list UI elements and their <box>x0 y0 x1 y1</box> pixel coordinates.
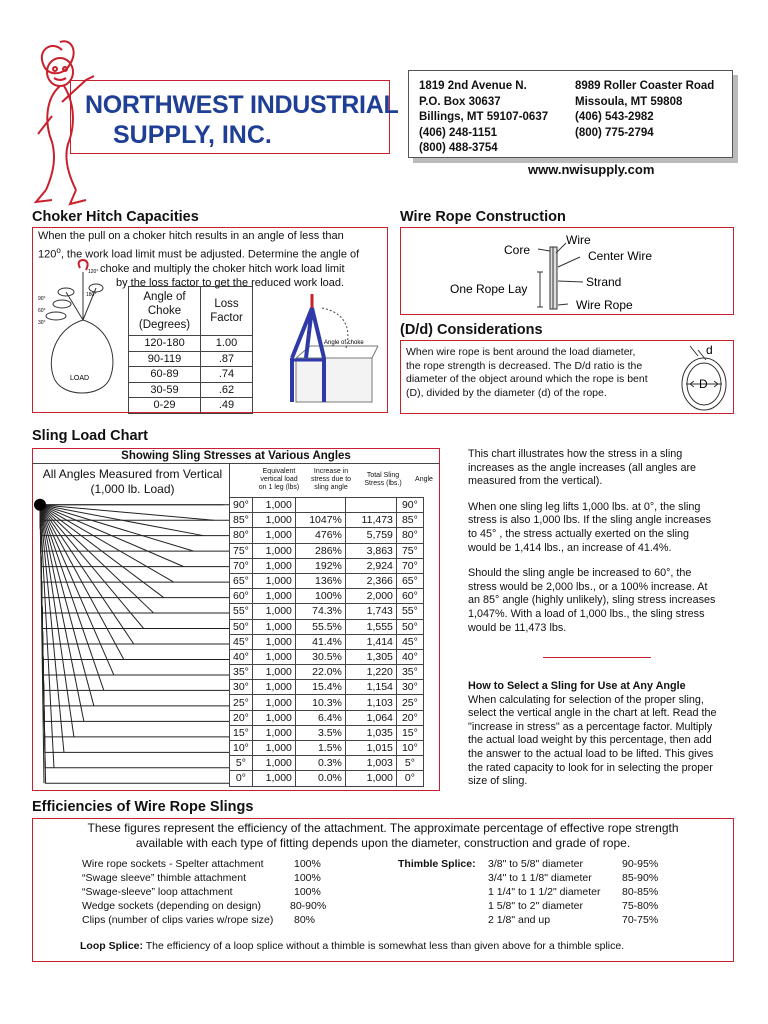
table-cell: 80° <box>230 528 253 543</box>
table-row <box>230 710 424 725</box>
sling-angle-fan <box>32 497 232 791</box>
wire-rope-label: Wire Rope <box>576 298 633 312</box>
table-cell: 15° <box>230 725 253 740</box>
table-cell: 20° <box>230 710 253 725</box>
thimble-item-value: 70-75% <box>622 914 659 926</box>
efficiency-item-label: Clips (number of clips varies w/rope size) <box>82 914 274 926</box>
divider <box>543 657 651 658</box>
table-cell: 85° <box>396 513 423 528</box>
svg-text:30°: 30° <box>38 320 46 326</box>
dd-text: When wire rope is bent around the load diameter, the rope strength is decreased. The D/d ratio is the diameter of the object around which the rope is bent (D), divided by the diameter (d) of the rope. <box>406 346 648 399</box>
table-cell: 2,000 <box>345 589 396 604</box>
fan-ray <box>40 505 154 613</box>
fan-line <box>40 505 229 675</box>
table-cell: 6.4% <box>295 710 345 725</box>
load-point <box>34 499 46 511</box>
efficiency-item-label: “Swage sleeve” thimble attachment <box>82 872 246 884</box>
efficiency-item-value: 100% <box>294 858 321 870</box>
website-link[interactable]: www.nwisupply.com <box>528 162 655 177</box>
svg-text:90°: 90° <box>38 296 46 302</box>
thimble-item-value: 80-85% <box>622 886 659 898</box>
table-row <box>230 619 424 634</box>
table-row <box>230 513 424 528</box>
table-cell: 25° <box>230 695 253 710</box>
table-cell: 10.3% <box>295 695 345 710</box>
table-cell: 5,759 <box>345 528 396 543</box>
table-cell: 1,000 <box>252 695 295 710</box>
choker-title: Choker Hitch Capacities <box>32 209 199 225</box>
dd-diagram <box>676 342 732 414</box>
table-cell: 15° <box>396 725 423 740</box>
table-cell: 1,000 <box>252 680 295 695</box>
center-wire-label: Center Wire <box>588 249 653 263</box>
table-cell: 1,555 <box>345 619 396 634</box>
table-cell <box>295 498 345 513</box>
table-row <box>230 771 424 786</box>
table-cell: 11,473 <box>345 513 396 528</box>
table-cell: 70° <box>230 558 253 573</box>
efficiency-item-value: 100% <box>294 872 321 884</box>
table-cell: 90° <box>396 498 423 513</box>
efficiency-item-value: 100% <box>294 886 321 898</box>
table-row <box>230 498 424 513</box>
table-cell: 20° <box>396 710 423 725</box>
table-cell: 1,000 <box>345 771 396 786</box>
table-row: 0-29 .49 <box>129 398 253 414</box>
choker-intro: When the pull on a choker hitch results in an angle of less than 120$^o$, the work load limit must be adjusted. Determine the angle of choke and multiply the choker hitch work load limit by the loss factor to get the reduced work load. <box>38 230 360 290</box>
table-cell: 1,743 <box>345 604 396 619</box>
sling-chart-title: Showing Sling Stresses at Various Angles <box>32 448 440 464</box>
table-cell: 30° <box>396 680 423 695</box>
table-row <box>230 756 424 771</box>
one-rope-lay-label: One Rope Lay <box>450 282 528 296</box>
table-cell: 70° <box>396 558 423 573</box>
table-cell: 1,000 <box>252 573 295 588</box>
table-cell: 1,000 <box>252 741 295 756</box>
table-cell: 1,000 <box>252 543 295 558</box>
table-cell: 75° <box>230 543 253 558</box>
table-cell: 60° <box>230 589 253 604</box>
table-cell: 45° <box>396 634 423 649</box>
sling-title: Sling Load Chart <box>32 428 148 444</box>
table-cell: 45° <box>230 634 253 649</box>
table-cell: 30° <box>230 680 253 695</box>
table-row <box>230 634 424 649</box>
table-cell: 1,064 <box>345 710 396 725</box>
table-row <box>230 589 424 604</box>
wire-rope-diagram <box>400 227 734 315</box>
thimble-item-label: 1 5/8" to 2" diameter <box>488 900 584 912</box>
table-cell: 1,000 <box>252 756 295 771</box>
table-cell: 0° <box>396 771 423 786</box>
fan-ray <box>40 505 114 675</box>
table-cell: 1,305 <box>345 649 396 664</box>
address-missoula: 8989 Roller Coaster Road Missoula, MT 59808 (406) 543-2982 (800) 775-2794 <box>575 80 715 139</box>
table-cell: 136% <box>295 573 345 588</box>
table-cell: 15.4% <box>295 680 345 695</box>
table-cell: 1,000 <box>252 771 295 786</box>
table-cell: 1.5% <box>295 741 345 756</box>
table-cell: 3,863 <box>345 543 396 558</box>
table-cell: 60° <box>396 589 423 604</box>
table-cell: 35° <box>396 665 423 680</box>
fan-line <box>40 505 229 551</box>
table-cell: 1,000 <box>252 649 295 664</box>
table-row <box>230 528 424 543</box>
table-header-row <box>129 287 253 336</box>
table-cell: 55° <box>396 604 423 619</box>
angle-of-choke-label: Angle of choke <box>324 340 364 346</box>
table-cell: 1,000 <box>252 528 295 543</box>
core-label: Core <box>504 243 531 257</box>
table-cell: 1,103 <box>345 695 396 710</box>
sling-stress-table <box>229 497 424 787</box>
svg-text:60°: 60° <box>38 308 46 314</box>
efficiency-item-label: “Swage-sleeve” loop attachment <box>82 886 233 898</box>
table-row: 60-89 .74 <box>129 367 253 383</box>
col-increase: Increase in stress due to sling angle <box>310 468 352 491</box>
table-cell: 55.5% <box>295 619 345 634</box>
table-cell: 1,000 <box>252 710 295 725</box>
table-cell: 1047% <box>295 513 345 528</box>
table-cell: 1,000 <box>252 589 295 604</box>
table-cell: 1,414 <box>345 634 396 649</box>
loop-splice-note: Loop Splice: The efficiency of a loop splice without a thimble is somewhat less than given above for a thimble splice. <box>80 940 625 952</box>
thimble-item-label: 3/4" to 1 1/8" diameter <box>488 872 592 884</box>
svg-text:120°: 120° <box>88 269 99 275</box>
thimble-item-label: 3/8" to 5/8" diameter <box>488 858 584 870</box>
table-cell: 1,015 <box>345 741 396 756</box>
table-cell: 74.3% <box>295 604 345 619</box>
thimble-splice-label: Thimble Splice: <box>398 858 476 870</box>
table-cell: 192% <box>295 558 345 573</box>
efficiency-title: Efficiencies of Wire Rope Slings <box>32 799 254 815</box>
sling-explanation: This chart illustrates how the stress in a sling increases as the angle increases (all angles are measured from the vertical). When one sling leg lifts 1,000 lbs. at 0°, the sling stress is also 1,000 lbs. If the sling angle increases to 45° , the stress actually exerted on the sling would be 1,414 lbs., an increase of 41.4%. Should the sling angle be increased to 60°, the stress would be 2,000 lbs., or a 100% increase. At an 85° angle (highly unlikely), sling stress increases 1,047%. With a load of 1,000 lbs., the sling stress would be 11,473 lbs. <box>468 448 716 634</box>
angle-header: Angle of Choke (Degrees) <box>129 287 201 336</box>
wire-rope-title: Wire Rope Construction <box>400 209 566 225</box>
table-cell: 10° <box>396 741 423 756</box>
fan-ray <box>40 505 174 582</box>
table-cell: 1,000 <box>252 558 295 573</box>
thimble-item-value: 90-95% <box>622 858 659 870</box>
table-row: 30-59 .62 <box>129 382 253 398</box>
table-cell: 1,000 <box>252 665 295 680</box>
table-row <box>230 725 424 740</box>
table-cell: 65° <box>230 573 253 588</box>
table-row <box>230 543 424 558</box>
table-cell: 3.5% <box>295 725 345 740</box>
loss-header: Loss Factor <box>201 287 253 336</box>
efficiency-item-value: 80% <box>294 914 316 926</box>
table-cell <box>345 498 396 513</box>
col-total: Total Sling Stress (lbs.) <box>364 472 402 487</box>
efficiency-intro: These figures represent the efficiency of the attachment. The approximate percentage of effective rope strength available with each type of fitting depends upon the diameter, construction and grade of rope. <box>87 821 679 850</box>
table-cell: 1,000 <box>252 498 295 513</box>
howto-section: How to Select a Sling for Use at Any Angle When calculating for selection of the proper sling, select the vertical angle in the chart at left. Read the "increase in stress" as a percentage factor. Multiply the actual load weight by this percentage, then add the answer to the actual load to be lifted. This gives the rated capacity to look for in selecting the proper size of sling. <box>468 680 738 789</box>
table-row <box>230 680 424 695</box>
table-cell: 2,924 <box>345 558 396 573</box>
table-row <box>230 665 424 680</box>
table-cell: 75° <box>396 543 423 558</box>
table-cell: 85° <box>230 513 253 528</box>
table-cell: 1,000 <box>252 634 295 649</box>
thimble-item-value: 85-90% <box>622 872 659 884</box>
table-row <box>230 695 424 710</box>
table-cell: 1,000 <box>252 725 295 740</box>
table-cell: 1,000 <box>252 604 295 619</box>
table-cell: 50° <box>396 619 423 634</box>
table-cell: 22.0% <box>295 665 345 680</box>
table-cell: 80° <box>396 528 423 543</box>
table-cell: 1,220 <box>345 665 396 680</box>
table-cell: 0.3% <box>295 756 345 771</box>
table-cell: 0° <box>230 771 253 786</box>
table-cell: 0.0% <box>295 771 345 786</box>
table-cell: 90° <box>230 498 253 513</box>
fan-line <box>40 505 229 768</box>
table-cell: 55° <box>230 604 253 619</box>
choker-loss-table <box>128 286 253 414</box>
table-cell: 30.5% <box>295 649 345 664</box>
col-equivalent: Equivalent vertical load on 1 leg (lbs) <box>258 468 300 491</box>
table-cell: 65° <box>396 573 423 588</box>
address-box <box>408 70 733 158</box>
company-logo-box <box>70 80 399 154</box>
table-cell: 476% <box>295 528 345 543</box>
table-cell: 1,035 <box>345 725 396 740</box>
table-row <box>230 649 424 664</box>
table-cell: 40° <box>396 649 423 664</box>
table-cell: 2,366 <box>345 573 396 588</box>
table-cell: 5° <box>396 756 423 771</box>
table-row <box>230 558 424 573</box>
table-cell: 1,003 <box>345 756 396 771</box>
howto-title: How to Select a Sling for Use at Any Angle <box>468 680 686 692</box>
wire-label: Wire <box>566 233 591 247</box>
table-row <box>230 604 424 619</box>
dd-title: (D/d) Considerations <box>400 322 543 338</box>
choker-hitch-diagram <box>266 288 384 408</box>
table-row <box>230 573 424 588</box>
efficiency-item-label: Wedge sockets (depending on design) <box>82 900 262 912</box>
table-cell: 5° <box>230 756 253 771</box>
table-cell: 40° <box>230 649 253 664</box>
address-billings: 1819 2nd Avenue N. P.O. Box 30637 Billings, MT 59107-0637 (406) 248-1151 (800) 488-3754 <box>419 80 549 154</box>
col-angle: Angle <box>415 476 433 483</box>
strand-label: Strand <box>586 275 622 289</box>
table-cell: 100% <box>295 589 345 604</box>
table-row: 120-180 1.00 <box>129 336 253 352</box>
efficiency-item-label: Wire rope sockets - Spelter attachment <box>82 858 264 870</box>
thimble-item-label: 1 1/4" to 1 1/2" diameter <box>488 886 601 898</box>
table-cell: 41.4% <box>295 634 345 649</box>
load-label: LOAD <box>70 375 90 382</box>
table-cell: 286% <box>295 543 345 558</box>
d-big-label: D <box>699 377 708 391</box>
table-row <box>230 741 424 756</box>
table-cell: 35° <box>230 665 253 680</box>
efficiency-item-value: 80-90% <box>290 900 327 912</box>
choker-angle-diagram <box>36 258 126 408</box>
table-cell: 1,154 <box>345 680 396 695</box>
table-row: 90-119 .87 <box>129 351 253 367</box>
table-cell: 50° <box>230 619 253 634</box>
svg-text:180°: 180° <box>86 292 97 298</box>
table-cell: 1,000 <box>252 619 295 634</box>
table-cell: 10° <box>230 741 253 756</box>
table-cell: 1,000 <box>252 513 295 528</box>
fan-ray <box>40 505 94 706</box>
sling-measured-note: All Angles Measured from Vertical (1,000 lb. Load) <box>42 467 223 496</box>
company-name-line1: NORTHWEST INDUSTRIAL <box>85 91 399 119</box>
company-name-line2: SUPPLY, INC. <box>113 121 272 149</box>
d-small-label: d <box>706 343 713 357</box>
thimble-item-label: 2 1/8" and up <box>488 914 551 926</box>
table-cell: 25° <box>396 695 423 710</box>
thimble-item-value: 75-80% <box>622 900 659 912</box>
